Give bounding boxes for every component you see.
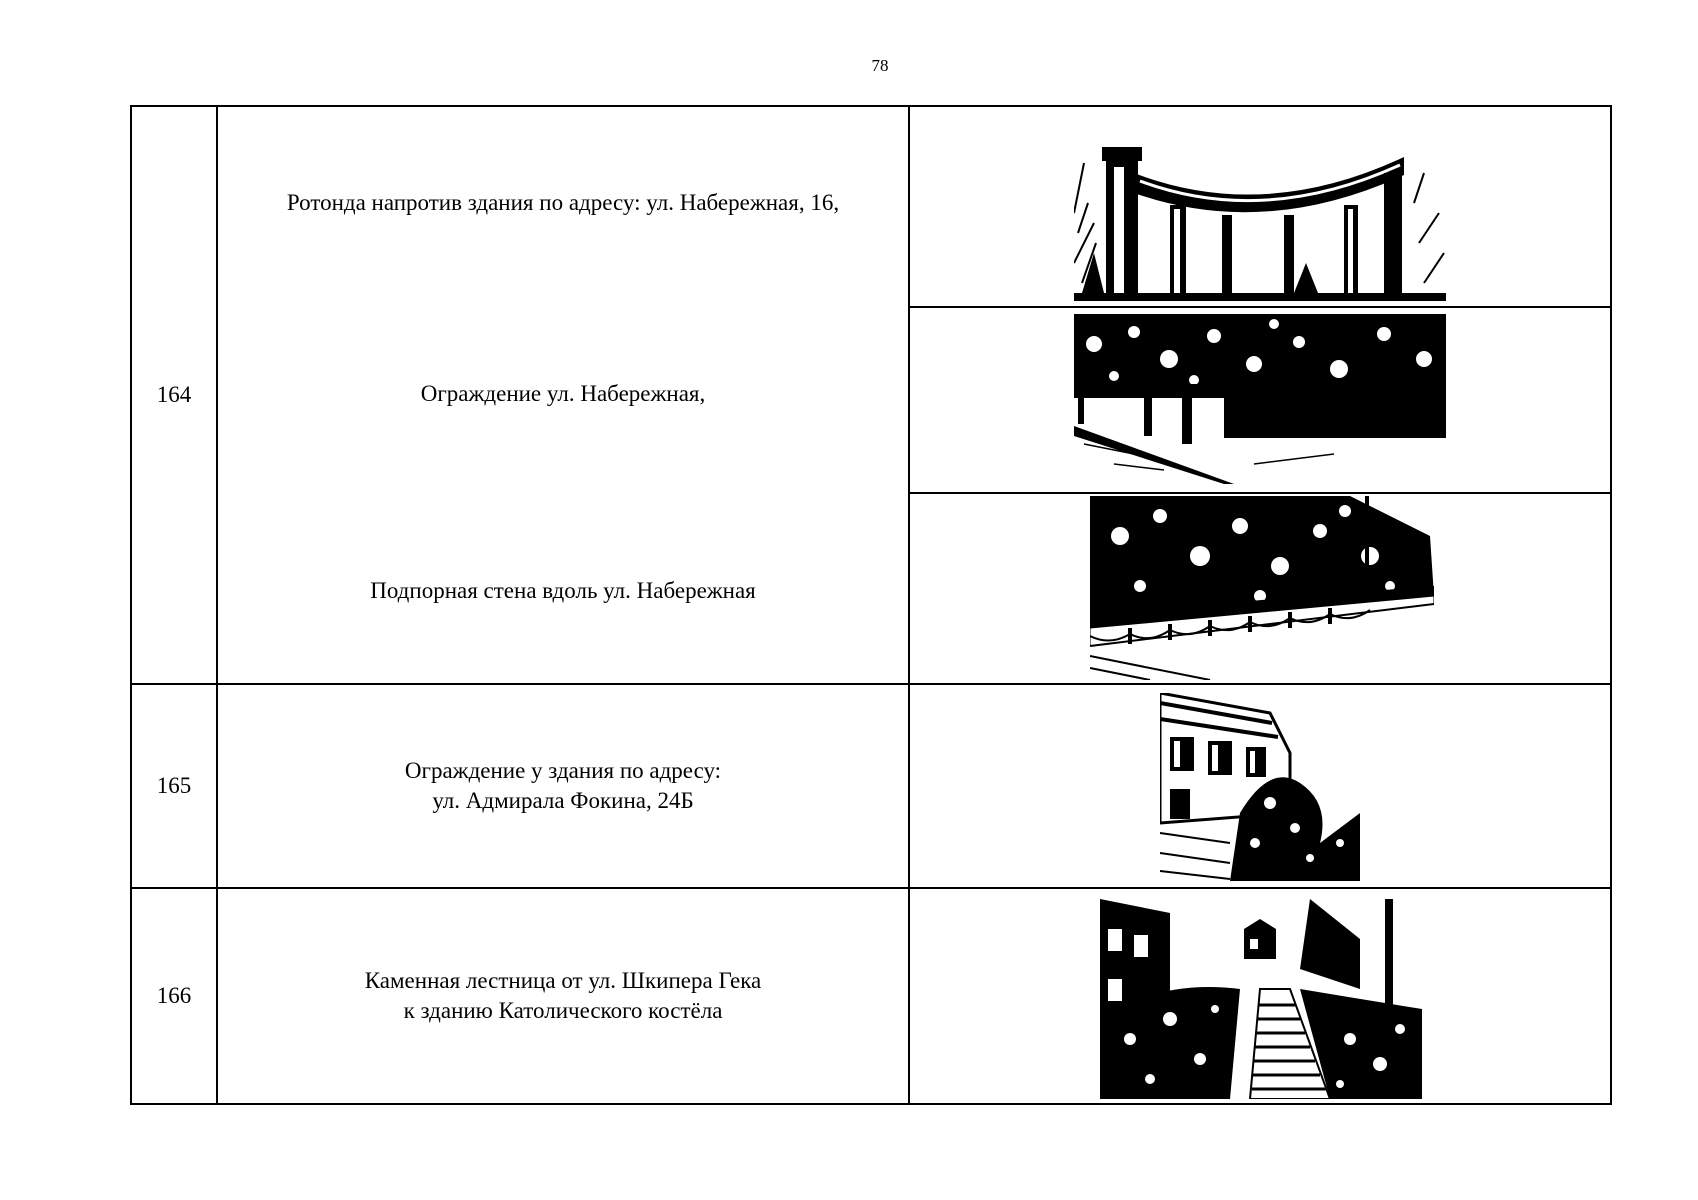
heritage-registry-table bbox=[130, 105, 1612, 1105]
row-number: 166 bbox=[131, 888, 217, 1104]
table-row bbox=[131, 888, 1611, 1104]
row-number: 164 bbox=[131, 106, 217, 684]
rotunda-photo bbox=[1074, 143, 1446, 301]
building-fence-photo bbox=[1160, 693, 1360, 881]
row-description bbox=[217, 106, 909, 684]
description-line: ул. Адмирала Фокина, 24Б bbox=[432, 788, 694, 813]
row-description bbox=[217, 888, 909, 1104]
table-row bbox=[131, 684, 1611, 888]
retaining-wall-photo bbox=[1090, 496, 1434, 680]
description-line: Каменная лестница от ул. Шкипера Гека bbox=[364, 968, 762, 993]
photo-cell bbox=[909, 493, 1611, 684]
photo-cell bbox=[909, 106, 1611, 307]
row-number: 165 bbox=[131, 684, 217, 888]
table-row bbox=[131, 106, 1611, 307]
row-description bbox=[217, 684, 909, 888]
page-number: 78 bbox=[871, 56, 889, 75]
item-retaining-wall-text: Подпорная стена вдоль ул. Набережная bbox=[370, 578, 756, 603]
item-rotunda-text: Ротонда напротив здания по адресу: ул. Набережная, 16, bbox=[286, 190, 840, 215]
item-embankment-fence-text: Ограждение ул. Набережная, bbox=[420, 381, 706, 406]
embankment-fence-photo bbox=[1074, 314, 1446, 484]
stone-staircase-photo bbox=[1100, 899, 1422, 1099]
description-line: к зданию Католического костёла bbox=[403, 998, 723, 1023]
photo-cell bbox=[909, 888, 1611, 1104]
photo-cell bbox=[909, 307, 1611, 494]
photo-cell bbox=[909, 684, 1611, 888]
description-line: Ограждение у здания по адресу: bbox=[404, 758, 722, 783]
